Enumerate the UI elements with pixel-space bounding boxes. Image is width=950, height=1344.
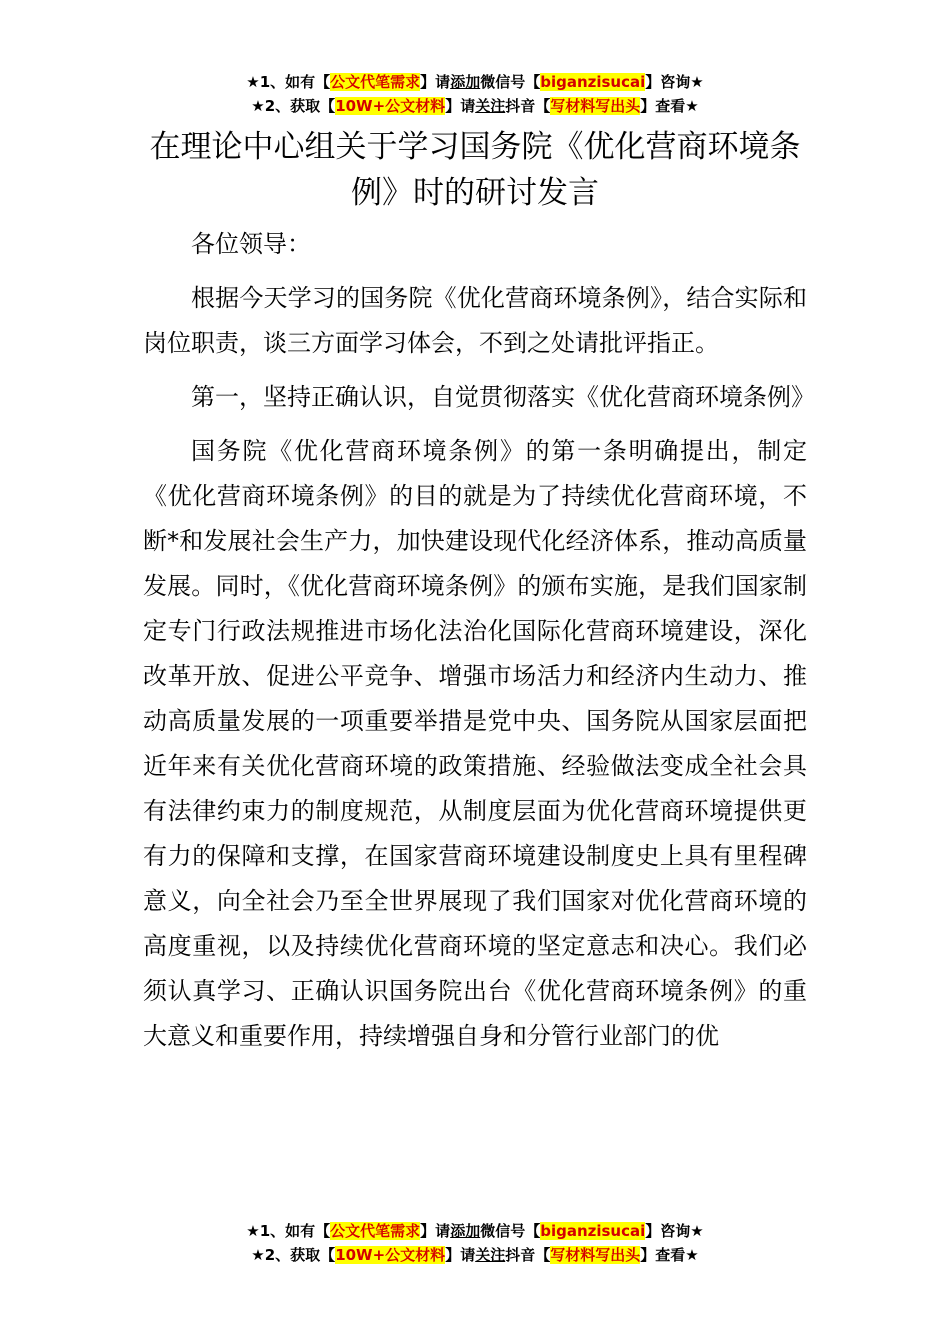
promo-banner-top [0, 70, 950, 118]
promo-text: 】咨询★ [645, 73, 704, 91]
promo-highlight: 写材料写出头 [550, 97, 641, 115]
paragraph-1: 根据今天学习的国务院《优化营商环境条例》，结合实际和岗位职责，谈三方面学习体会，不到之处请批评指正。 [143, 284, 807, 357]
promo-highlight: biganzisucai [540, 1222, 646, 1240]
promo-underlined: 添加 [450, 73, 481, 91]
promo-text: ★2、获取【 [251, 97, 336, 115]
promo-text: ★1、如有【 [246, 1222, 331, 1240]
promo-highlight: 10W+公文材料 [335, 97, 446, 115]
promo-underlined: 关注 [475, 97, 506, 115]
promo-text: ★1、如有【 [246, 73, 331, 91]
salutation: 各位领导： [191, 230, 311, 258]
promo-highlight: 写材料写出头 [550, 1246, 641, 1264]
promo-underlined: 添加 [450, 1222, 481, 1240]
promo-line-1 [0, 70, 950, 94]
promo-banner-bottom [0, 1219, 950, 1267]
promo-text: 微信号【 [480, 1222, 541, 1240]
promo-line-1 [0, 1219, 950, 1243]
promo-highlight: 公文代笔需求 [330, 73, 421, 91]
promo-text: 】请 [445, 97, 476, 115]
promo-text: 抖音【 [505, 1246, 551, 1264]
promo-text: 】查看★ [640, 1246, 699, 1264]
promo-line-2 [0, 1243, 950, 1267]
promo-text: 抖音【 [505, 97, 551, 115]
promo-text: 】查看★ [640, 97, 699, 115]
promo-line-2 [0, 94, 950, 118]
promo-text: ★2、获取【 [251, 1246, 336, 1264]
promo-text: 】请 [420, 73, 451, 91]
section-heading-1: 第一，坚持正确认识，自觉贯彻落实《优化营商环境条例》 [191, 383, 815, 411]
promo-text: 微信号【 [480, 73, 541, 91]
promo-highlight: biganzisucai [540, 73, 646, 91]
document-body [143, 222, 815, 1059]
document-title: 在理论中心组关于学习国务院《优化营商环境条例》时的研讨发言 [149, 129, 801, 211]
promo-highlight: 公文代笔需求 [330, 1222, 421, 1240]
paragraph-2: 国务院《优化营商环境条例》的第一条明确提出，制定《优化营商环境条例》的目的就是为了持续优化营商环境，不断*和发展社会生产力，加快建设现代化经济体系，推动高质量发展。同时，《优化营商环境条例》的颁布实施，是我们国家制定专门行政法规推进市场化法治化国际化营商环境建设，深化改革开放、促进公平竞争、增强市场活力和经济内生动力、推动高质量发展的一项重要举措是党中央、国务院从国家层面把近年来有关优化营商环境的政策措施、经验做法变成全社会具有法律约束力的制度规范，从制度层面为优化营商环境提供更有力的保障和支撑，在国家营商环境建设制度史上具有里程碑意义，向全社会乃至全世界展现了我们国家对优化营商环境的高度重视，以及持续优化营商环境的坚定意志和决心。我们必须认真学习、正确认识国务院出台《优化营商环境条例》的重大意义和重要作用，持续增强自身和分管行业部门的优 [143, 437, 807, 1050]
promo-underlined: 关注 [475, 1246, 506, 1264]
promo-highlight: 10W+公文材料 [335, 1246, 446, 1264]
promo-text: 】咨询★ [645, 1222, 704, 1240]
promo-text: 】请 [445, 1246, 476, 1264]
promo-text: 】请 [420, 1222, 451, 1240]
